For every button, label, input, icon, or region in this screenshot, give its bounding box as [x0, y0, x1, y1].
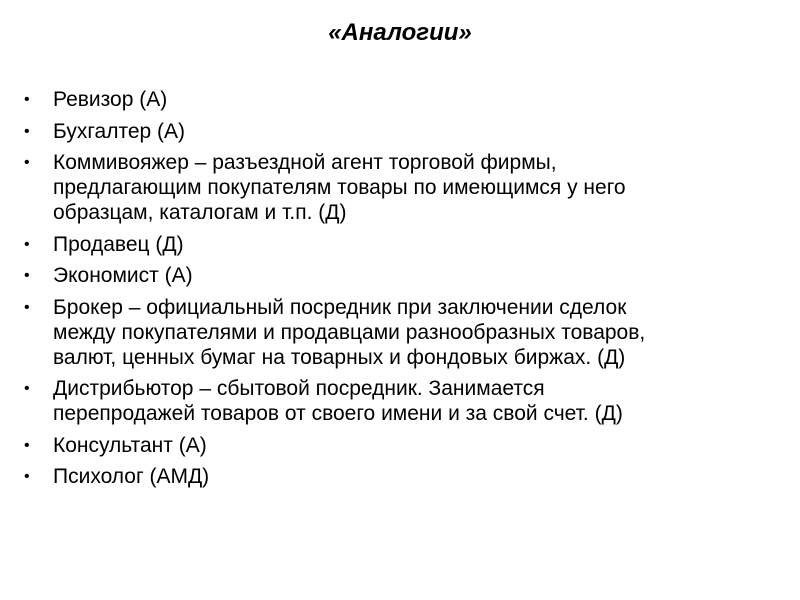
- bullet-icon: •: [24, 436, 30, 454]
- bullet-icon: •: [24, 298, 30, 316]
- list-item-text: образцам, каталогам и т.п. (Д): [53, 201, 347, 224]
- list-item-text: Брокер – официальный посредник при заключении сделок: [53, 295, 627, 319]
- list-item-text: Коммивояжер – разъездной агент торговой фирмы,: [53, 151, 557, 174]
- list-item: [24, 433, 800, 458]
- list-item-text: между покупателями и продавцами разнообразных товаров,: [53, 320, 646, 344]
- list-item-text: Психолог (АМД): [53, 465, 210, 488]
- bullet-icon: •: [24, 91, 30, 108]
- bullet-icon: •: [24, 235, 30, 253]
- list-item: [24, 232, 800, 257]
- list-item-text: предлагающим покупателям товары по имеющимся у него: [53, 176, 626, 199]
- list-item-text: Ревизор (А): [53, 88, 168, 111]
- bullet-icon: •: [24, 122, 30, 140]
- bullet-icon: •: [24, 468, 30, 485]
- slide-title: «Аналогии»: [328, 19, 472, 46]
- list-item-text: Экономист (А): [53, 264, 193, 287]
- list-item-text: Продавец (Д): [53, 232, 184, 256]
- list-item: [24, 263, 800, 288]
- list-item: [24, 376, 800, 426]
- list-item-text: Бухгалтер (А): [53, 119, 186, 143]
- list-item: [24, 295, 800, 370]
- list-item: [24, 464, 800, 489]
- list-item: [24, 119, 800, 144]
- list-item: [24, 150, 800, 225]
- bullet-icon: •: [24, 380, 30, 397]
- list-item-text: перепродажей товаров от своего имени и за свой счет. (Д): [53, 402, 623, 425]
- list-item: [24, 87, 800, 112]
- list-item-text: Консультант (А): [53, 433, 207, 457]
- bullet-list: [24, 87, 800, 496]
- bullet-icon: •: [24, 267, 30, 284]
- list-item-text: валют, ценных бумаг на товарных и фондовых биржах. (Д): [53, 345, 626, 369]
- list-item-text: Дистрибьютор – сбытовой посредник. Занимается: [53, 377, 545, 400]
- bullet-icon: •: [24, 154, 30, 171]
